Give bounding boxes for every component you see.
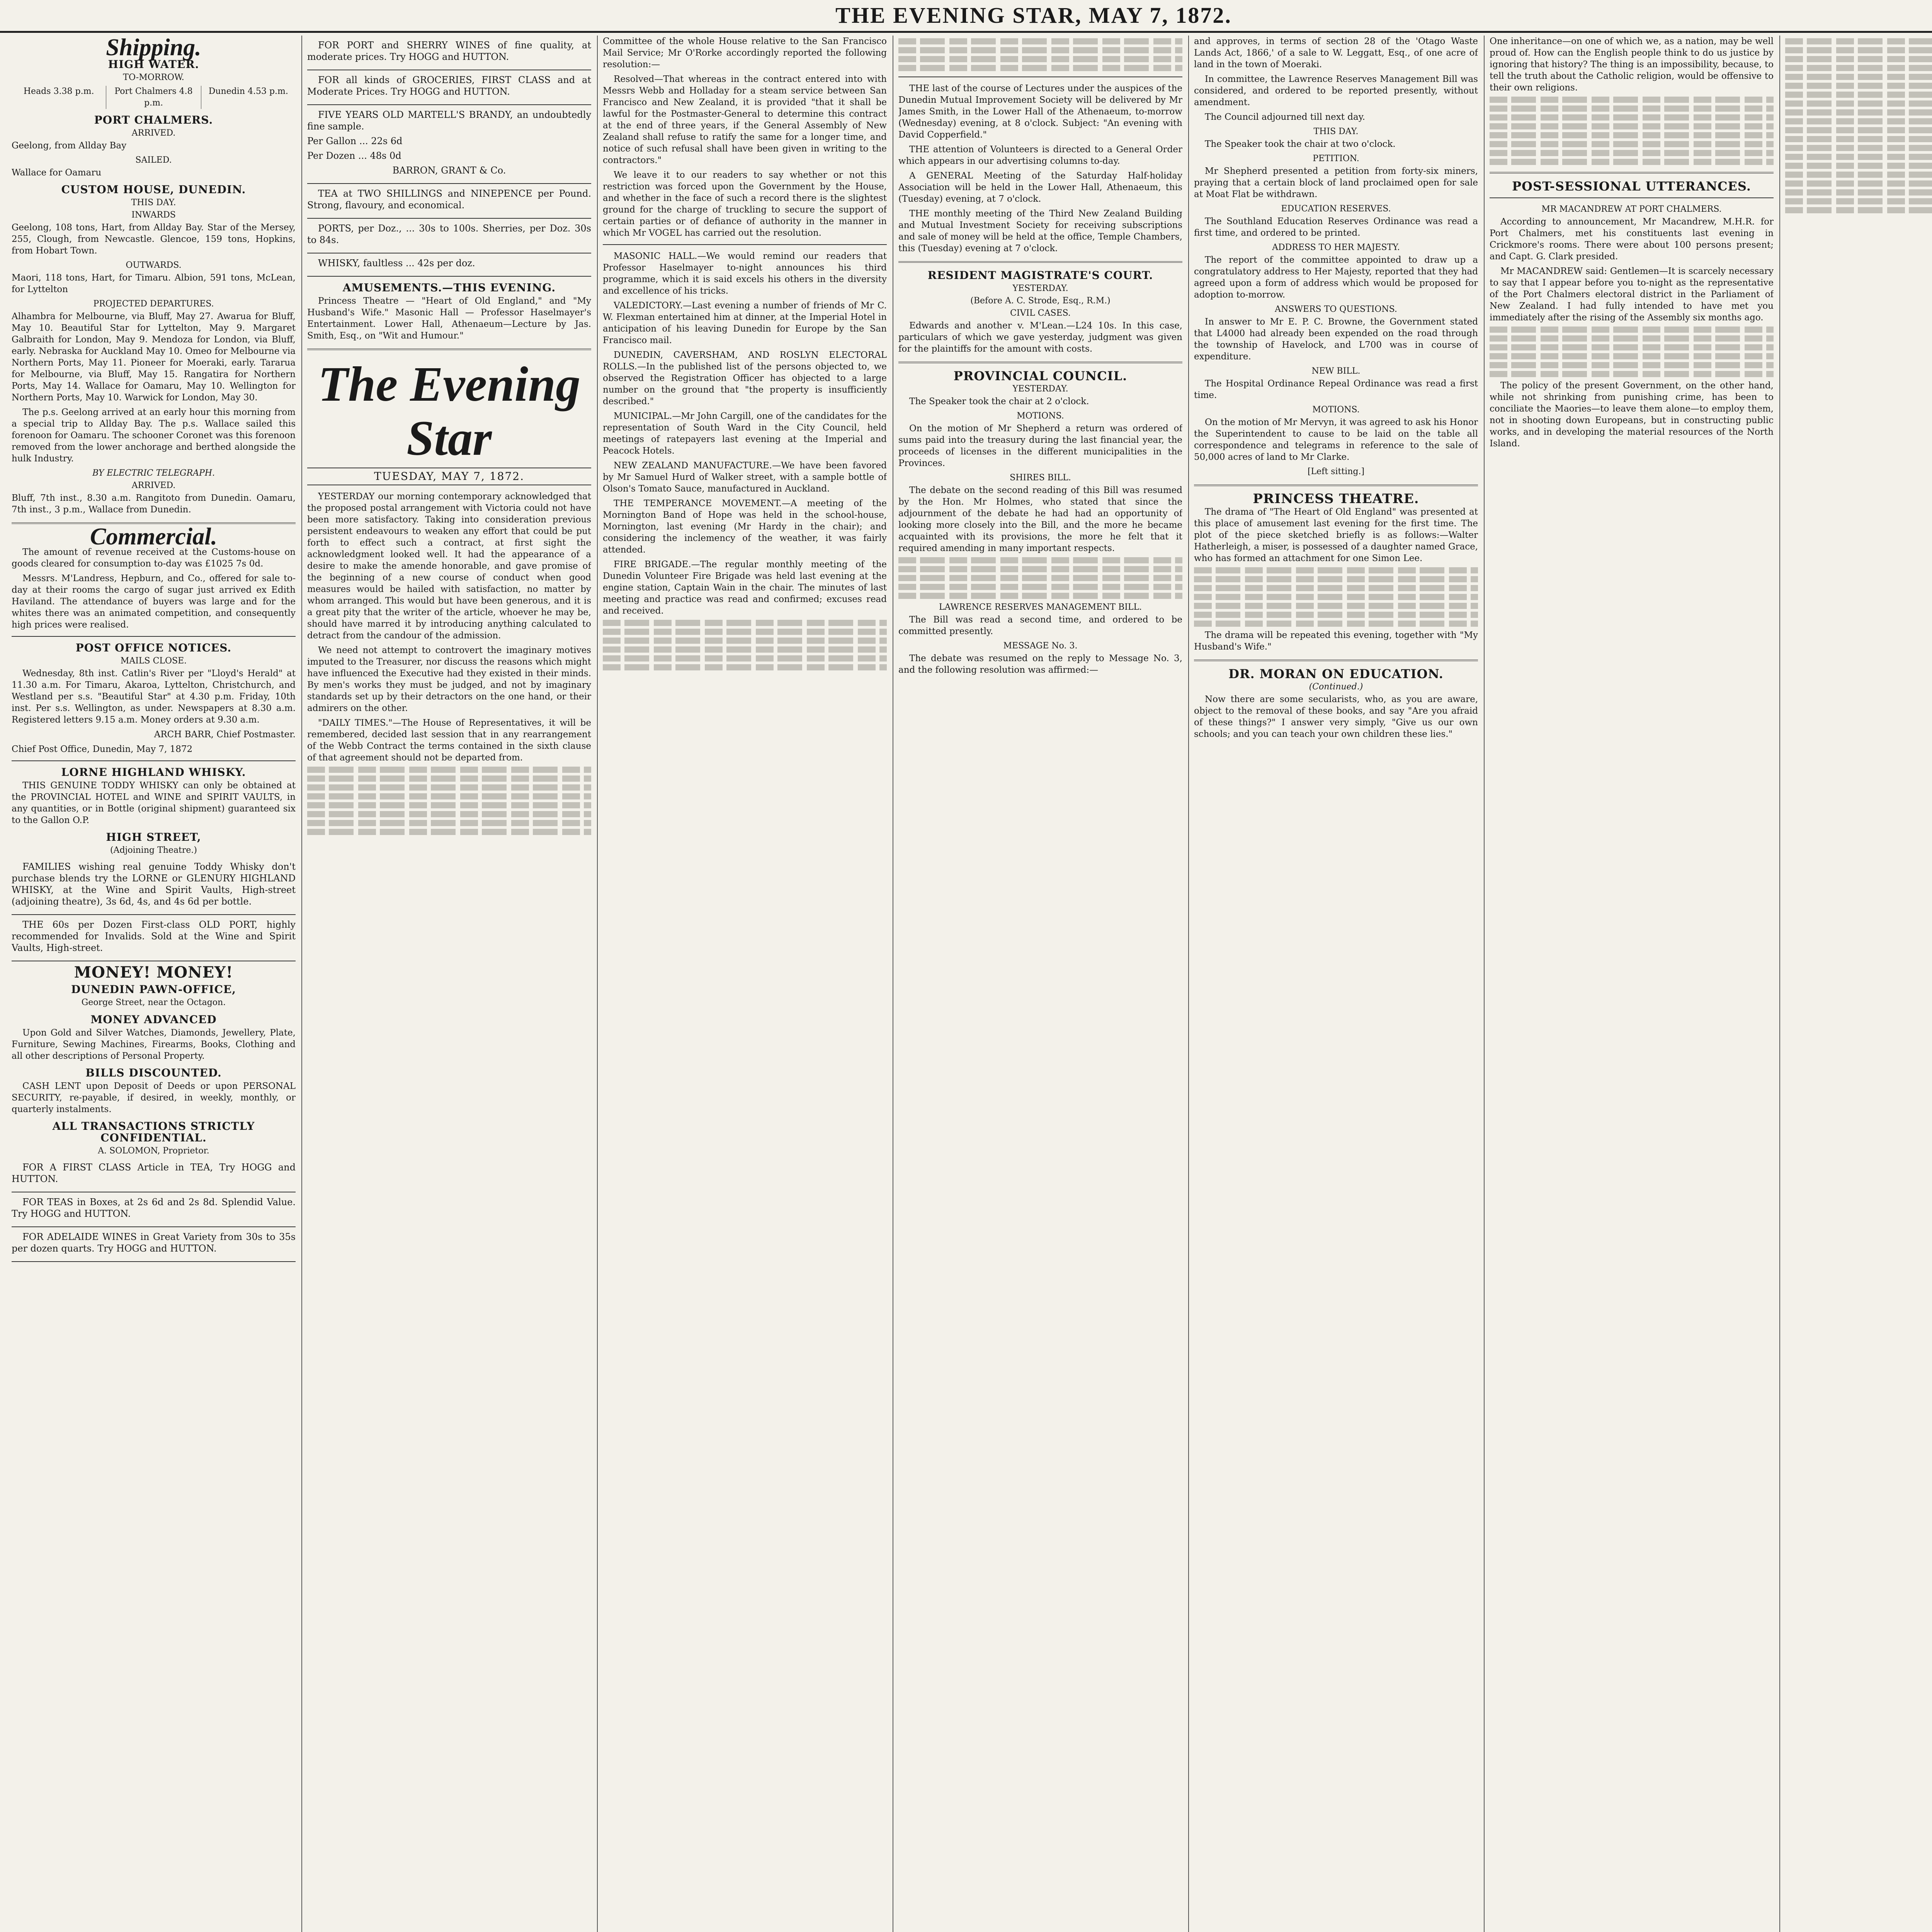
ports-ad-text: PORTS, per Doz., ... 30s to 100s. Sherries, per Doz. 30s to 84s. [307, 223, 591, 245]
port-ad-text: THE 60s per Dozen First-class OLD PORT, highly recommended for Invalids. Sold at the Wine and Spirit Vaults, High-street. [12, 919, 296, 953]
cash-lent: CASH LENT upon Deposit of Deeds or upon PERSONAL SECURITY, re-payable, if desired, in weekly, monthly, or quarterly instalments. [12, 1081, 296, 1114]
civil-cases: CIVIL CASES. [1010, 308, 1071, 318]
post-office-signature: ARCH BARR, Chief Postmaster. [154, 730, 296, 740]
arrived-label: ARRIVED. [131, 128, 176, 138]
outwards-text: Maori, 118 tons, Hart, for Timaru. Albion, 591 tons, McLean, for Lyttelton [12, 273, 296, 294]
brandy-ad [307, 105, 591, 184]
shires-text: The debate on the second reading of this Bill was resumed by the Hon. Mr Holmes, who stated that since the adjournment of the debate he had had an opportunity of looking more closely into the Bill, and the more he became acquainted with its provisions, the more he felt that it required amending in many important respects. [898, 485, 1182, 553]
shipping-notes: The p.s. Geelong arrived at an early hour this morning from a special trip to Allday Bay. The p.s. Wallace sailed this forenoon for Oamaru. The schooner Coronet was this forenoon removed from the lower anchorage and berthed alongside the hulk Industry. [12, 407, 296, 464]
moran-title: DR. MORAN ON EDUCATION. [1228, 667, 1444, 681]
moran-text: Now there are some secularists, who, as you are aware, object to the removal of these books, and say "Are you afraid of these things?" I answer very simply, "Give us our own schools; and you can teach your own children these lies." [1194, 694, 1478, 739]
council-text: On the motion of Mr Shepherd a return was ordered of sums paid into the treasury during the last financial year, the proceeds of licenses in the different municipalities in the Provinces. [898, 423, 1182, 468]
column-4 [898, 36, 1182, 1932]
building-society-notice: THE monthly meeting of the Third New Zealand Building and Mutual Investment Society for receiving subscriptions and sale of money will be held at the office, Temple Chambers, this (Tuesday) evening at 7 o'clock. [898, 209, 1182, 253]
tomorrow-label: TO-MORROW. [123, 73, 184, 82]
education-reserves-label: EDUCATION RESERVES. [1281, 204, 1391, 214]
column-1 [12, 36, 296, 1932]
post-office-title: POST OFFICE NOTICES. [75, 641, 232, 654]
customs-this-day: THIS DAY. [131, 198, 176, 207]
council-title: PROVINCIAL COUNCIL. [953, 369, 1128, 383]
divider [898, 261, 1182, 263]
we-leave-text: We leave it to our readers to say whether or not this restriction was forced upon the Government by the House, and whether in the face of such a record there is the slightest ground for the charge of truckling to secure the support of certain parties or of defiance of authority in the manner in which Mr VOGEL has carried out the resolution. [603, 170, 887, 238]
tide-dunedin: Dunedin 4.53 p.m. [208, 87, 288, 96]
electoral-rolls: DUNEDIN, CAVERSHAM, AND ROSLYN ELECTORAL ROLLS.—In the published list of the persons objected to, we observed the Registration Officer has objected to a large number on the ground that "the property is insufficiently described." [603, 350, 887, 406]
otago-sale: and approves, in terms of section 28 of the 'Otago Waste Lands Act, 1866,' of a sale to W. Leggatt, Esq., of one acre of land in the town of Moeraki. [1194, 36, 1478, 70]
tide-table [12, 86, 296, 109]
message-no-3: MESSAGE No. 3. [1003, 641, 1078, 651]
wine-ad-text: FOR ADELAIDE WINES in Great Variety from 30s to 35s per dozen quarts. Try HOGG and HUTTON. [12, 1231, 296, 1254]
groceries-ad [307, 70, 591, 105]
body-text-continuation [603, 620, 887, 670]
bills-discounted: BILLS DISCOUNTED. [85, 1066, 222, 1079]
sherry-ad [307, 36, 591, 70]
moran-text-2: One inheritance—on one of which we, as a nation, may be well proud of. How can the English people think to do us justice by ignoring that history? The thing is an impossibility, because, to tell the truth about the Catholic religion, would be offensive to their own religions. [1490, 36, 1774, 93]
council-yesterday: YESTERDAY. [1012, 384, 1068, 394]
nz-manufacture: NEW ZEALAND MANUFACTURE.—We have been favored by Mr Samuel Hurd of Walker street, with a sample bottle of Olson's Tomato Sauce, manufactured in Auckland. [603, 461, 887, 494]
pawn-proprietor: A. SOLOMON, Proprietor. [98, 1146, 209, 1156]
half-holiday-notice: A GENERAL Meeting of the Saturday Half-holiday Association will be held in the Lower Hall, Athenaeum, this (Tuesday) evening, at 7 o'clock. [898, 171, 1182, 204]
pawn-address: George Street, near the Octagon. [81, 998, 226, 1007]
tea-shillings-text: TEA at TWO SHILLINGS and NINEPENCE per Pound. Strong, flavoury, and economical. [307, 188, 591, 211]
column-rule [301, 36, 302, 1932]
wine-ad [12, 1227, 296, 1262]
whisky2-text: WHISKY, faultless ... 42s per doz. [318, 258, 475, 269]
column-3 [603, 36, 887, 1932]
sailed-label: SAILED. [135, 155, 172, 165]
ports-ad [307, 219, 591, 253]
council-this-day: THIS DAY. [1313, 127, 1359, 136]
valedictory: VALEDICTORY.—Last evening a number of friends of Mr C. W. Flexman entertained him at dinner, at the Imperial Hotel in anticipation of his leaving Dunedin for Europe by the San Francisco mail. [603, 301, 887, 345]
court-yesterday: YESTERDAY. [1012, 284, 1068, 293]
court-text: Edwards and another v. M'Lean.—L24 10s. In this case, particulars of which we gave yesterday, judgment was given for the plaintiffs for the amount with costs. [898, 321, 1182, 354]
pawn-text: Upon Gold and Silver Watches, Diamonds, Jewellery, Plate, Furniture, Sewing Machines, Firearms, Books, Clothing and all other descriptions of Personal Property. [12, 1028, 296, 1061]
column-2 [307, 36, 591, 1932]
tea-ad-2-text: FOR TEAS in Boxes, at 2s 6d and 2s 8d. Splendid Value. Try HOGG and HUTTON. [12, 1197, 296, 1219]
amusements-title: AMUSEMENTS.—THIS EVENING. [342, 281, 556, 294]
body-text-continuation [1490, 327, 1774, 377]
divider [1490, 172, 1774, 173]
families-ad [12, 857, 296, 915]
shires-bill: SHIRES BILL. [1010, 473, 1071, 483]
telegraph-arrived: ARRIVED. [131, 481, 176, 490]
column-rule [1484, 36, 1485, 1932]
high-street: HIGH STREET, [106, 831, 201, 844]
council-chair: The Speaker took the chair at 2 o'clock. [909, 396, 1089, 406]
telegraph-text: Bluff, 7th inst., 8.30 a.m. Rangitoto from Dunedin. Oamaru, 7th inst., 3 p.m., Wallace from Dunedin. [12, 493, 296, 515]
outwards-label: OUTWARDS. [126, 260, 182, 270]
divider [12, 636, 296, 637]
shipping-title: Shipping. [106, 36, 201, 61]
council-adjourned: The Council adjourned till next day. [1205, 112, 1365, 122]
sherry-ad-text: FOR PORT and SHERRY WINES of fine quality, at moderate prices. Try HOGG and HUTTON. [307, 40, 591, 62]
whisky-title: LORNE HIGHLAND WHISKY. [61, 766, 246, 779]
commercial-title: Commercial. [90, 524, 217, 550]
newspaper-logo: The Evening Star [318, 357, 581, 466]
theatre-title: PRINCESS THEATRE. [1253, 491, 1419, 507]
port-ad [12, 915, 296, 961]
message-text: The debate was resumed on the reply to Message No. 3, and the following resolution was affirmed:— [898, 653, 1182, 675]
money-title: MONEY! MONEY! [74, 963, 233, 981]
masonic-hall: MASONIC HALL.—We would remind our readers that Professor Haselmayer to-night announces his third programme, which it is said excels his others in the diversity and excellence of his tricks. [603, 251, 887, 296]
pawn-title: DUNEDIN PAWN-OFFICE, [71, 983, 236, 996]
divider [307, 349, 591, 350]
theatre-text: The drama of "The Heart of Old England" was presented at this place of amusement last evening for the first time. The plot of the piece sketched briefly is as follows:—Walter Hatherleigh, a miser, is possessed of a daughter named Grace, who has formed an attachment for one Simon Lee. [1194, 507, 1478, 563]
telegraph-label: BY ELECTRIC TELEGRAPH. [92, 468, 215, 478]
inwards-label: INWARDS [131, 210, 176, 220]
new-bill-text: The Hospital Ordinance Repeal Ordinance was read a first time. [1194, 379, 1478, 400]
body-text-continuation [1490, 97, 1774, 165]
families-text: FAMILIES wishing real genuine Toddy Whisky don't purchase blends try the LORNE or GLENURY HIGHLAND WHISKY, at the Wine and Spirit Vaults, High-street (adjoining theatre), 3s 6d, 4s, and 4s 6d per bottle. [12, 861, 296, 907]
answers-text: In answer to Mr E. P. C. Browne, the Government stated that L4000 had already been expended on the road through the township of Havelock, and L700 was in course of expenditure. [1194, 317, 1478, 362]
address-label: ADDRESS TO HER MAJESTY. [1272, 243, 1400, 252]
post-session-sub: MR MACANDREW AT PORT CHALMERS. [1541, 204, 1722, 214]
divider [12, 760, 296, 761]
committee-text: Committee of the whole House relative to the San Francisco Mail Service; Mr O'Rorke accordingly reported the following resolution:— [603, 36, 887, 70]
groceries-ad-text: FOR all kinds of GROCERIES, FIRST CLASS and at Moderate Prices. Try HOGG and HUTTON. [307, 75, 591, 97]
body-text-continuation [307, 767, 591, 835]
petition-text: Mr Shepherd presented a petition from forty-six miners, praying that a certain block of land proclaimed open for sale at Moat Flat be withdrawn. [1194, 166, 1478, 199]
daily-times-quote: "DAILY TIMES."—The House of Representatives, it will be remembered, decided last session that in any rearrangement of the Webb Contract the terms contained in the sixth clause of that agreement should not be departed from. [307, 718, 591, 763]
tide-port-chalmers: Port Chalmers 4.8 p.m. [106, 86, 201, 109]
petition-label: PETITION. [1313, 154, 1359, 163]
column-rule [1188, 36, 1189, 1932]
editorial-para-2: We need not attempt to controvert the imaginary motives imputed to the Treasurer, nor discuss the reasons which might have influenced the Executive had they existed in their minds. By men's works they must be judged, and not by imaginary standards set up by their detractors on the one hand, or their admirers on the other. [307, 645, 591, 713]
confidential: ALL TRANSACTIONS STRICTLY CONFIDENTIAL. [52, 1120, 255, 1144]
tea-ad-1-text: FOR A FIRST CLASS Article in TEA, Try HOGG and HUTTON. [12, 1162, 296, 1184]
arrived-text: Geelong, from Allday Bay [12, 141, 127, 151]
tea-shillings-ad [307, 184, 591, 219]
council-motions: MOTIONS. [1017, 411, 1064, 421]
column-rule [1779, 36, 1780, 1932]
resolution-text: Resolved—That whereas in the contract entered into with Messrs Webb and Holladay for a steam service between San Francisco and New Zealand, it is provided "that it shall be lawful for the Postmaster-General to determine this contract at the end of three years, if the General Assembly of New Zealand shall refuse to ratify the same for a longer time, and notice of such refusal shall have been given in writing to the contractors." [603, 74, 887, 165]
post-session-title: POST-SESSIONAL UTTERANCES. [1512, 179, 1751, 194]
commercial-para-2: Messrs. M'Landress, Hepburn, and Co., offered for sale to-day at their rooms the cargo of sugar just arrived ex Edith Haviland. The attendance of buyers was large and for the whites there was an animated competition, and consequently high prices were realised. [12, 573, 296, 630]
post-office-date: Chief Post Office, Dunedin, May 7, 1872 [12, 744, 193, 754]
volunteers-notice: THE attention of Volunteers is directed to a General Order which appears in our advertising columns to-day. [898, 145, 1182, 166]
post-session-intro: According to announcement, Mr Macandrew, M.H.R. for Port Chalmers, met his constituents last evening in Crickmore's rooms. There were about 100 persons present; and Capt. G. Clark presided. [1490, 217, 1774, 262]
post-session-speech-2: The policy of the present Government, on the other hand, while not shrinking from punishing crime, has been to conciliate the Maories—to leave them alone—to employ them, not in shooting down Europeans, but in constructing public works, and in developing the material resources of the North Island. [1490, 381, 1774, 449]
tea-ad-2 [12, 1192, 296, 1227]
column-rule [597, 36, 598, 1932]
brandy-title: FIVE YEARS OLD MARTELL'S BRANDY, an undoubtedly fine sample. [307, 109, 591, 132]
port-heading: PORT CHALMERS. [94, 114, 213, 126]
post-session-speech: Mr MACANDREW said: Gentlemen—It is scarcely necessary to say that I appear before you to-night as the representative of the Port Chalmers electoral district in the Parliament of New Zealand. I had fully intended to have met you immediately after the rising of the Assembly six months ago. [1490, 266, 1774, 323]
lawrence-text: The Bill was read a second time, and ordered to be committed presently. [898, 615, 1182, 636]
fire-brigade: FIRE BRIGADE.—The regular monthly meeting of the Dunedin Volunteer Fire Brigade was held last evening at the engine station, Captain Wain in the chair. The minutes of last meeting and practice was read and confirmed; excuses read and received. [603, 560, 887, 616]
body-text-continuation [1785, 38, 1932, 213]
committee-report: In committee, the Lawrence Reserves Management Bill was considered, and ordered to be reported presently, without amendment. [1194, 74, 1478, 107]
theatre-text-2: The drama will be repeated this evening, together with "My Husband's Wife." [1194, 630, 1478, 652]
barron-signature: BARRON, GRANT & Co. [392, 165, 506, 176]
court-title: RESIDENT MAGISTRATE'S COURT. [927, 269, 1153, 282]
tide-heads: Heads 3.38 p.m. [12, 86, 106, 109]
amusements-text: Princess Theatre — "Heart of Old England," and "My Husband's Wife." Masonic Hall — Professor Haselmayer's Entertainment. Lower Hall, Athenaeum—Lecture by Jas. Smith, Esq., on "Wit and Humour." [307, 296, 591, 341]
municipal: MUNICIPAL.—Mr John Cargill, one of the candidates for the representation of South Ward in the City Council, held meetings of ratepayers last evening at the Imperial and Peacock Hotels. [603, 411, 887, 456]
projected-label: PROJECTED DEPARTURES. [93, 299, 214, 309]
money-advanced: MONEY ADVANCED [90, 1013, 217, 1026]
lectures-notice: THE last of the course of Lectures under the auspices of the Dunedin Mutual Improvement Society will be delivered by Mr James Smith, in the Lower Hall of the Athenaeum, to-morrow (Wednesday) evening, at 8 o'clock. Subject: "An evening with David Copperfield." [898, 83, 1182, 140]
motions-2-text: On the motion of Mr Mervyn, it was agreed to ask his Honor the Superintendent to cause to be laid on the table all correspondence and telegrams in reference to the sale of 50,000 acres of land to Mr Clarke. [1194, 417, 1478, 462]
customs-heading: CUSTOM HOUSE, DUNEDIN. [61, 183, 246, 196]
inwards-text: Geelong, 108 tons, Hart, from Allday Bay. Star of the Mersey, 255, Clough, from Newcastle. Glencoe, 159 tons, Hopkins, from Hobart Town. [12, 223, 296, 256]
column-7 [1785, 36, 1932, 1932]
body-text-continuation [898, 557, 1182, 599]
brandy-price-gallon: Per Gallon ... 22s 6d [307, 136, 403, 146]
education-reserves-text: The Southland Education Reserves Ordinance was read a first time, and ordered to be printed. [1194, 216, 1478, 238]
council-chair-2: The Speaker took the chair at two o'clock. [1205, 139, 1396, 149]
temperance: THE TEMPERANCE MOVEMENT.—A meeting of the Mornington Band of Hope was held in the school-house, Mornington, last evening (Mr Hardy in the chair); and considering the inclemency of the weather, it was fairly attended. [603, 498, 887, 555]
column-6 [1490, 36, 1774, 1932]
divider [1194, 660, 1478, 661]
divider [1490, 197, 1774, 198]
dateline: TUESDAY, MAY 7, 1872. [307, 468, 591, 485]
lawrence-bill: LAWRENCE RESERVES MANAGEMENT BILL. [939, 602, 1142, 612]
court-before: (Before A. C. Strode, Esq., R.M.) [970, 296, 1111, 306]
divider [1194, 485, 1478, 486]
projected-text: Alhambra for Melbourne, via Bluff, May 27. Awarua for Bluff, May 10. Beautiful Star for Lyttelton, May 9. Margaret Galbraith for London, May 9. Mendoza for London, via Bluff, early. Nebraska for Auckland May 10. Omeo for Melbourne via Northern Ports, May 11. Pioneer for Moeraki, early. Tararua for Melbourne, via Bluff, May 15. Rangatira for Northern Ports, May 14. Wallace for Oamaru, May 10. Wellington for Northern Ports, May 10. Warwick for London, May 30. [12, 311, 296, 403]
body-text-continuation [898, 38, 1182, 71]
brandy-price-dozen: Per Dozen ... 48s 0d [307, 150, 401, 161]
answers-label: ANSWERS TO QUESTIONS. [1275, 304, 1397, 314]
adjoining-theatre: (Adjoining Theatre.) [110, 845, 197, 855]
left-sitting: [Left sitting.] [1307, 467, 1365, 476]
sailed-text: Wallace for Oamaru [12, 168, 102, 178]
new-bill-label: NEW BILL. [1311, 366, 1361, 376]
column-5 [1194, 36, 1478, 1932]
whisky-text: THIS GENUINE TODDY WHISKY can only be obtained at the PROVINCIAL HOTEL and WINE and SPIRIT VAULTS, in any quantities, or in Bottle (original shipment) guaranteed six to the Gallon O.P. [12, 781, 296, 825]
body-text-continuation [1194, 567, 1478, 627]
divider [898, 362, 1182, 363]
moran-continued: (Continued.) [1309, 682, 1363, 692]
divider [603, 244, 887, 245]
mails-close: MAILS CLOSE. [120, 656, 187, 666]
tea-ad-1 [12, 1158, 296, 1192]
whisky2-ad [307, 253, 591, 277]
editorial-para-1: YESTERDAY our morning contemporary acknowledged that the proposed postal arrangement with Victoria could not have been more satisfactory. Taking into consideration previous persistent endeavours to weaken any effort that could be put forth to effect such a contract, at first sight the acknowledgment looked well. It had the appearance of a desire to make the amende honorable, and gave promise of the beginning of a new course of conduct when good measures would be hailed with satisfaction, no matter by whom arranged. This would but have been generous, and it is a great pity that the writer of the article, whoever he may be, should have marred it by introducing anything calculated to detract from the candour of the admission. [307, 492, 591, 641]
post-office-text: Wednesday, 8th inst. Catlin's River per "Lloyd's Herald" at 11.30 a.m. For Timaru, Akaroa, Lyttelton, Christchurch, and Westland per s.s. "Beautiful Star" at 4.30 p.m. Friday, 10th inst. Per s.s. Wellington, as under. Newspapers at 8.30 a.m. Registered letters 9.15 a.m. Money orders at 9.30 a.m. [12, 668, 296, 725]
high-water-heading: HIGH WATER. [108, 58, 199, 71]
motions-2-label: MOTIONS. [1312, 405, 1360, 415]
address-text: The report of the committee appointed to draw up a congratulatory address to Her Majesty, reported that they had agreed upon a form of address which would be proposed for adoption to-morrow. [1194, 255, 1478, 300]
masthead: THE EVENING STAR, MAY 7, 1872. [0, 0, 1932, 33]
commercial-para-1: The amount of revenue received at the Customs-house on goods cleared for consumption to-day was £1025 7s 0d. [12, 547, 296, 569]
